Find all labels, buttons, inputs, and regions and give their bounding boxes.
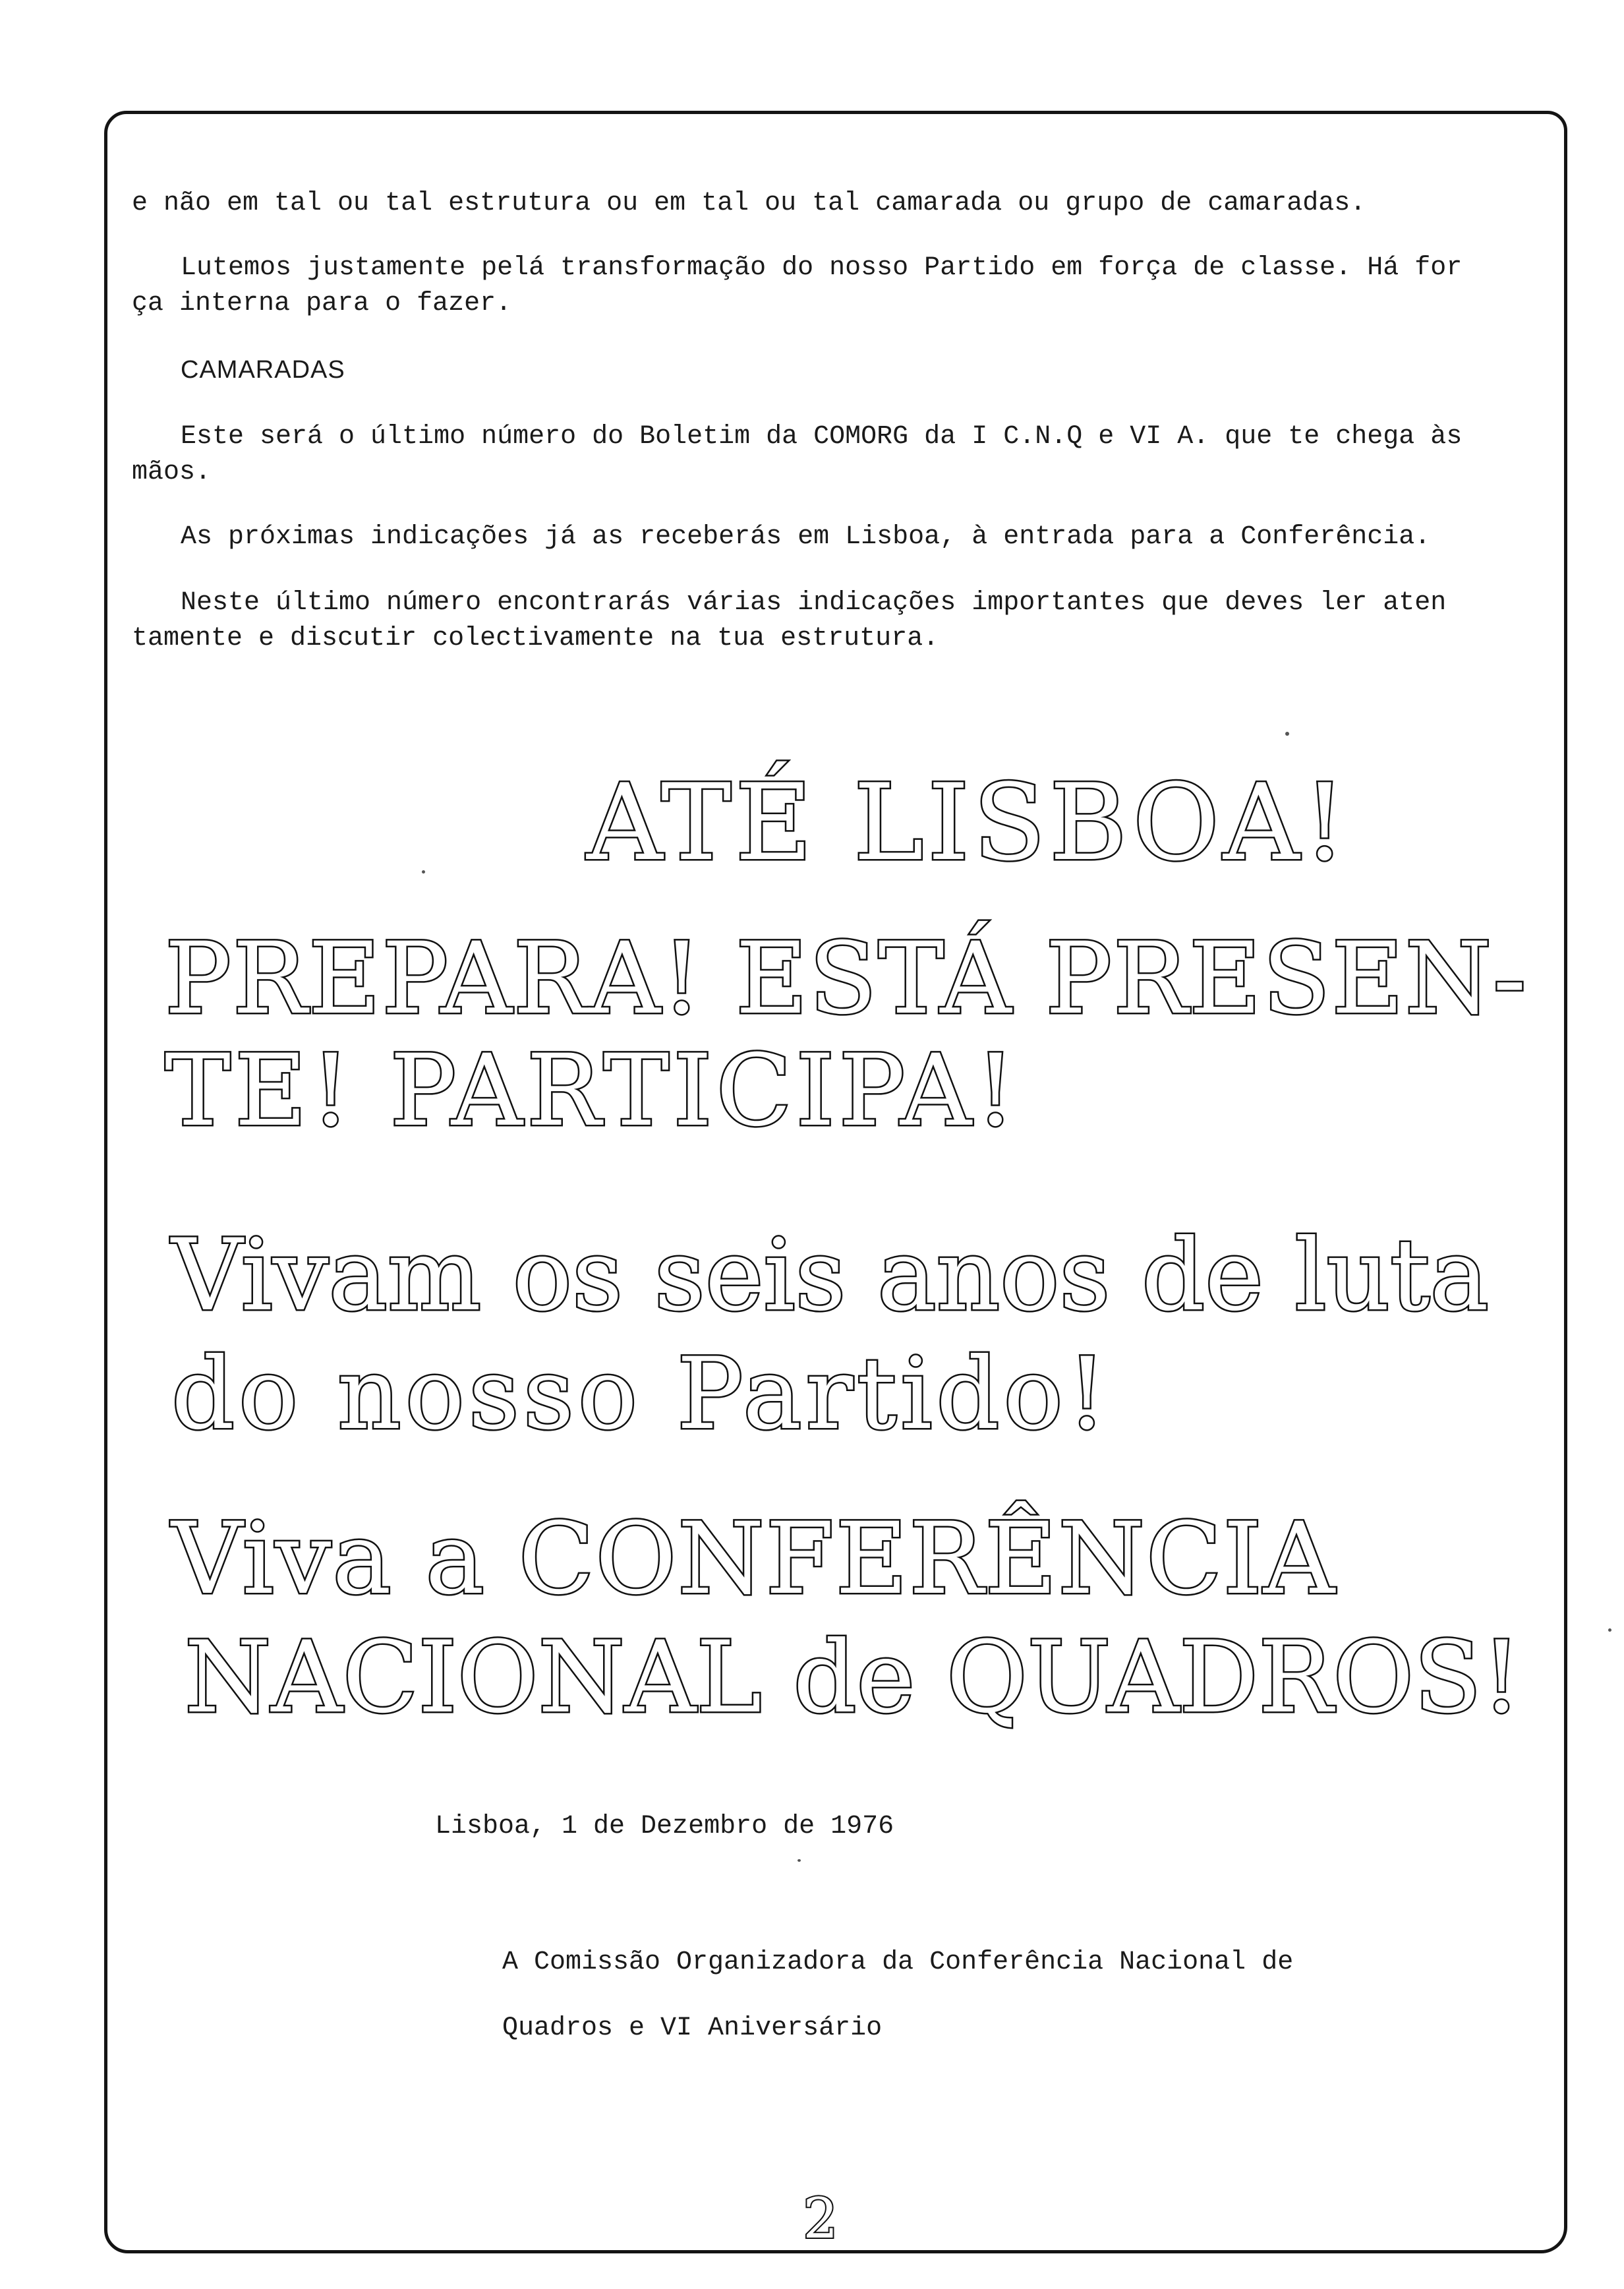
paragraph-4: As próximas indicações já as receberás em Lisboa, à entrada para a Conferência. xyxy=(181,522,1431,552)
speck xyxy=(798,1859,801,1862)
paragraph-5-line-2: tamente e discutir colectivamente na tua estrutura. xyxy=(132,624,939,653)
slogan-viva-line-1: Viva a CONFERÊNCIA xyxy=(171,1502,1337,1617)
slogan-viva-line-2: NACIONAL de QUADROS! xyxy=(185,1620,1522,1735)
slogan-ate-lisboa: ATÉ LISBOA! xyxy=(587,761,1350,884)
body-line-1: e não em tal ou tal estrutura ou em tal ou tal camarada ou grupo de camaradas. xyxy=(132,189,1366,218)
speck xyxy=(1608,1628,1611,1632)
paragraph-2-line-2: ça interna para o fazer. xyxy=(132,289,512,318)
slogan-prepara-line-2: TE! PARTICIPA! xyxy=(165,1034,1020,1148)
paragraph-5-line-1: Neste último número encontrarás várias indicações importantes que deves ler aten xyxy=(181,588,1447,618)
paragraph-2-line-1: Lutemos justamente pelá transformação do nosso Partido em força de classe. Há for xyxy=(181,253,1463,283)
signatory-line-1: A Comissão Organizadora da Conferência Nacional de xyxy=(502,1947,1294,1977)
speck xyxy=(1285,732,1289,736)
slogan-vivam-line-2: do nosso Partido! xyxy=(171,1337,1111,1452)
paragraph-3-line-1: Este será o último número do Boletim da COMORG da I C.N.Q e VI A. que te chega às xyxy=(181,422,1463,452)
speck xyxy=(422,870,425,874)
heading-camaradas: CAMARADAS xyxy=(181,356,345,384)
signatory-line-2: Quadros e VI Aniversário xyxy=(502,2013,883,2043)
paragraph-3-line-2: mãos. xyxy=(132,458,212,487)
page-number: 2 xyxy=(803,2186,838,2251)
slogan-vivam-line-1: Vivam os seis anos de luta xyxy=(171,1218,1489,1333)
place-and-date: Lisboa, 1 de Dezembro de 1976 xyxy=(435,1812,894,1841)
slogan-prepara-line-1: PREPARA! ESTÁ PRESEN- xyxy=(165,922,1528,1036)
